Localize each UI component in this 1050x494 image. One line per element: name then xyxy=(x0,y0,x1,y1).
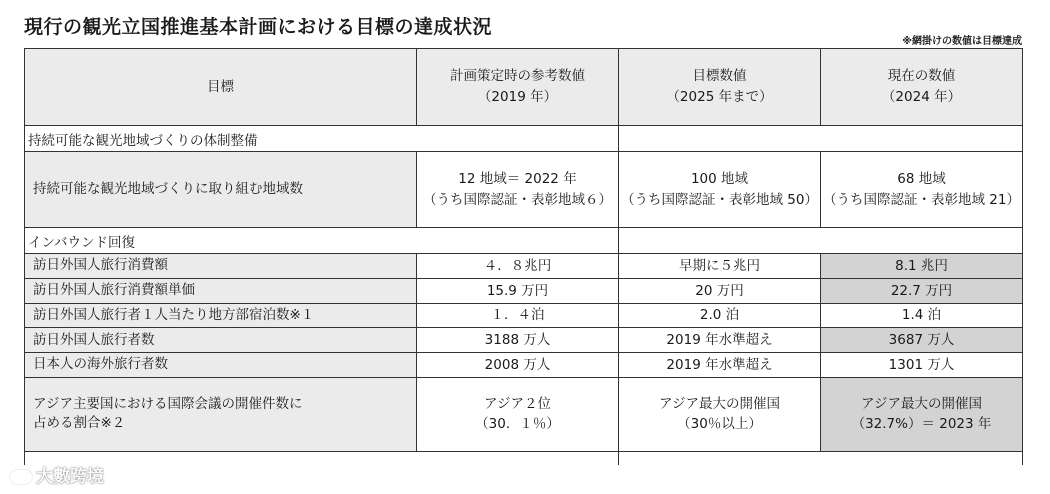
table-row xyxy=(25,377,1023,451)
header-target: 目標数値 （2025 年まで） xyxy=(619,49,821,126)
cell-target: 早期に５兆円 xyxy=(619,254,821,279)
cell-current-achieved: 22.7 万円 xyxy=(821,278,1023,303)
cell-current: 1.4 泊 xyxy=(821,303,1023,328)
cell-baseline: 3188 万人 xyxy=(417,328,619,353)
cell-baseline: １．４泊 xyxy=(417,303,619,328)
cell-current: 68 地域 （うち国際認証・表彰地域 21） xyxy=(821,152,1023,228)
row-label: 訪日外国人旅行消費額単価 xyxy=(25,279,416,303)
section-title: インバウンド回復 xyxy=(25,228,619,254)
cell-current-achieved: 3687 万人 xyxy=(821,328,1023,353)
cell-target: 2019 年水準超え xyxy=(619,353,821,378)
goals-table xyxy=(24,48,1023,465)
table-row xyxy=(25,152,1023,228)
header-current: 現在の数値 （2024 年） xyxy=(821,49,1023,126)
cell-baseline: ４．８兆円 xyxy=(417,254,619,279)
watermark: 大數跨境 xyxy=(10,462,104,487)
table-row xyxy=(25,328,1023,353)
section-title: 持続可能な観光地域づくりの体制整備 xyxy=(25,126,619,152)
cell-target: 2.0 泊 xyxy=(619,303,821,328)
cell-baseline: アジア２位 （30．１％） xyxy=(417,377,619,451)
table-row xyxy=(25,278,1023,303)
cell-target: アジア最大の開催国 （30％以上） xyxy=(619,377,821,451)
table-row-cut xyxy=(25,451,1023,465)
cell-target: 2019 年水準超え xyxy=(619,328,821,353)
cell-baseline: 2008 万人 xyxy=(417,353,619,378)
header-baseline: 計画策定時の参考数値 （2019 年） xyxy=(417,49,619,126)
section-row xyxy=(25,228,1023,254)
row-label: 訪日外国人旅行消費額 xyxy=(25,254,416,278)
table-row xyxy=(25,353,1023,378)
cell-target: 100 地域 （うち国際認証・表彰地域 50） xyxy=(619,152,821,228)
cell-baseline: 12 地域＝ 2022 年 （うち国際認証・表彰地域６） xyxy=(417,152,619,228)
row-label: 訪日外国人旅行者１人当たり地方部宿泊数※１ xyxy=(25,304,416,328)
cell-target: 20 万円 xyxy=(619,278,821,303)
header-row xyxy=(25,49,1023,126)
table-row xyxy=(25,303,1023,328)
row-label: 日本人の海外旅行者数 xyxy=(25,353,416,377)
achievement-note: ※網掛けの数値は目標達成 xyxy=(902,36,1022,47)
header-goal: 目標 xyxy=(25,49,417,126)
section-row xyxy=(25,126,1023,152)
row-label: 訪日外国人旅行者数 xyxy=(25,328,416,352)
watermark-logo-icon xyxy=(10,470,32,484)
cell-current: 1301 万人 xyxy=(821,353,1023,378)
row-label: 持続可能な観光地域づくりに取り組む地域数 xyxy=(25,152,416,227)
row-label: アジア主要国における国際会議の開催件数に 占める割合※２ xyxy=(25,378,416,451)
page-title: 現行の観光立国推進基本計画における目標の達成状況 xyxy=(24,16,493,38)
cell-current-achieved: 8.1 兆円 xyxy=(821,254,1023,279)
cell-baseline: 15.9 万円 xyxy=(417,278,619,303)
table-row xyxy=(25,254,1023,279)
cell-current-achieved: アジア最大の開催国 （32.7%）＝ 2023 年 xyxy=(821,377,1023,451)
